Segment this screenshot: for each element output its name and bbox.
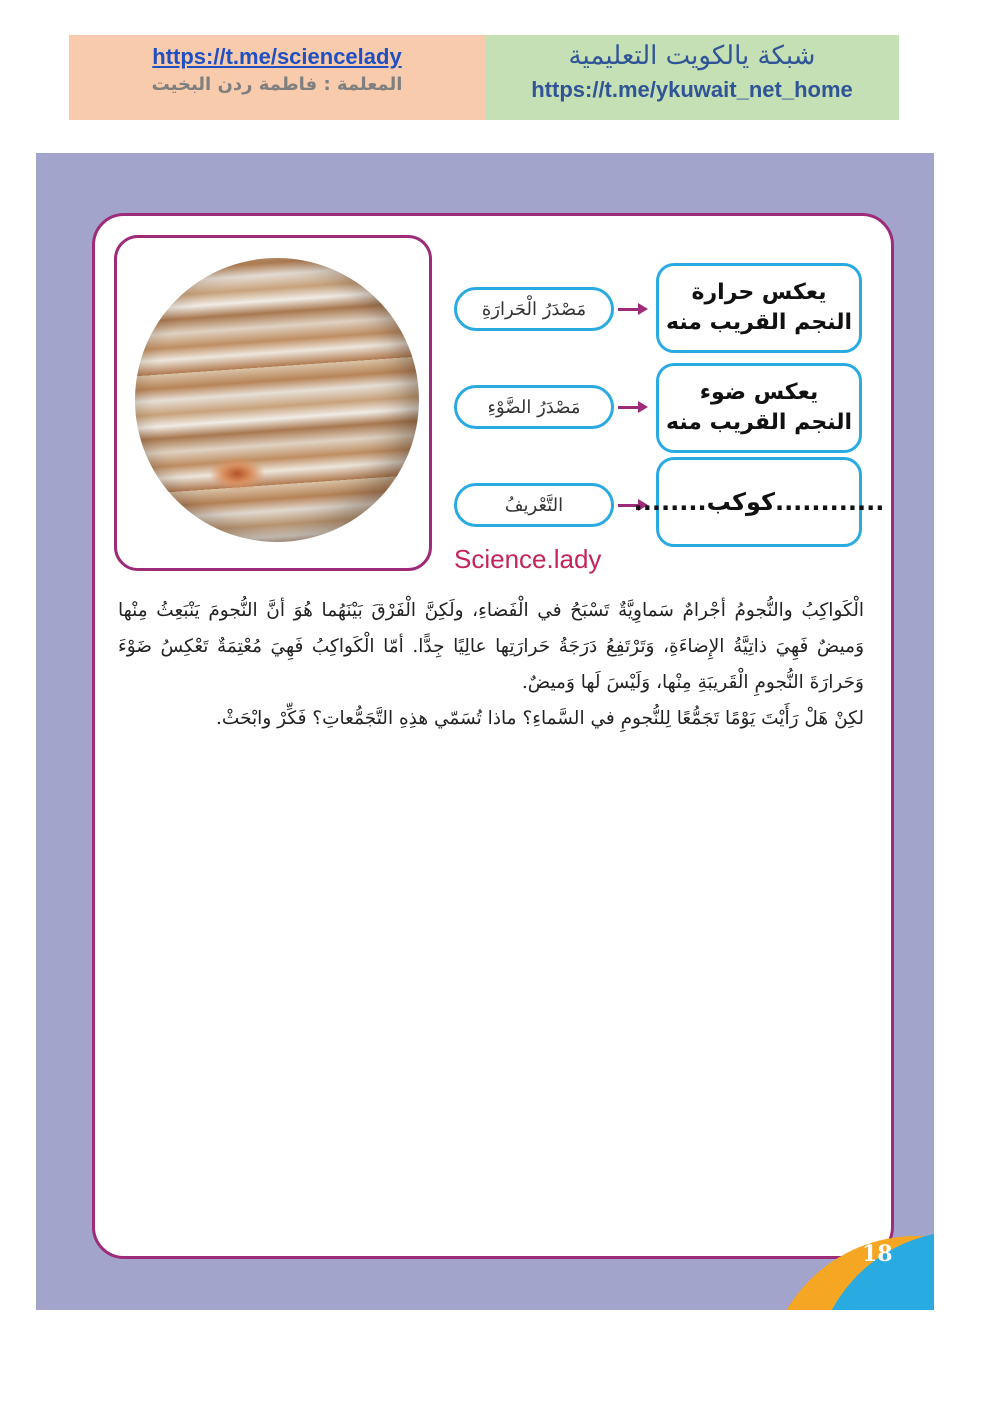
answer-line: النجم القريب منه <box>665 310 853 335</box>
paragraph: لكِنْ هَلْ رَأَيْتَ يَوْمًا تَجَمُّعًا لِلنُّجومِ في السَّماءِ؟ ماذا تُسَمّي هذِهِ التَّجَمُّعاتِ؟ فَكِّرْ وابْحَثْ. <box>216 708 864 729</box>
paragraph: الْكَواكِبُ والنُّجومُ أجْرامٌ سَماوِيَّةٌ تَسْبَحُ في الْفَضاءِ، ولَكِنَّ الْفَرْقَ بَيْنَهُما هُوَ أنَّ النُّجومَ يَنْبَعِثُ مِنْها وَميضٌ فَهِيَ ذاتِيَّةُ الإِضاءَةِ، وَتَرْتَفِعُ دَرَجَةُ حَرارَتِها عالِيًا جِدًّا. أمّا الْكَواكِبُ فَهِيَ مُعْتِمَةٌ تَعْكِسُ ضَوْءَ وَحَرارَةَ النُّجومِ الْقَريبَةِ مِنْها، وَلَيْسَ لَها وَميضٌ. <box>118 600 864 693</box>
planet-image-frame <box>114 235 432 571</box>
teacher-name: المعلمة : فاطمة ردن البخيت <box>151 74 403 95</box>
ykuwait-link[interactable]: https://t.me/ykuwait_net_home <box>531 77 853 102</box>
answer-line: يعكس حرارة <box>691 280 827 306</box>
arrow-right-icon <box>618 406 640 409</box>
textbook-page <box>36 153 934 1310</box>
label-heat-source: مَصْدَرُ الْحَرارَةِ <box>454 287 614 331</box>
answer-line: النجم القريب منه <box>665 410 853 435</box>
jupiter-image <box>135 258 419 542</box>
answer-definition <box>633 457 885 547</box>
label-definition: التَّعْريفُ <box>454 483 614 527</box>
body-text <box>118 593 864 737</box>
network-name: شبكة يالكويت التعليمية <box>568 41 816 71</box>
header-right-box <box>485 35 899 120</box>
label-light-source: مَصْدَرُ الضَّوْءِ <box>454 385 614 429</box>
answer-line: ............كوكب........ <box>633 487 885 516</box>
answer-light-source <box>656 363 862 453</box>
answer-heat-source <box>656 263 862 353</box>
page-number: 18 <box>862 1241 893 1267</box>
header-left-box <box>69 35 485 120</box>
arrow-right-icon <box>618 308 640 311</box>
watermark: Science.lady <box>454 544 602 574</box>
sciencelady-link[interactable]: https://t.me/sciencelady <box>152 44 402 69</box>
answer-line: يعكس ضوء <box>699 380 819 406</box>
